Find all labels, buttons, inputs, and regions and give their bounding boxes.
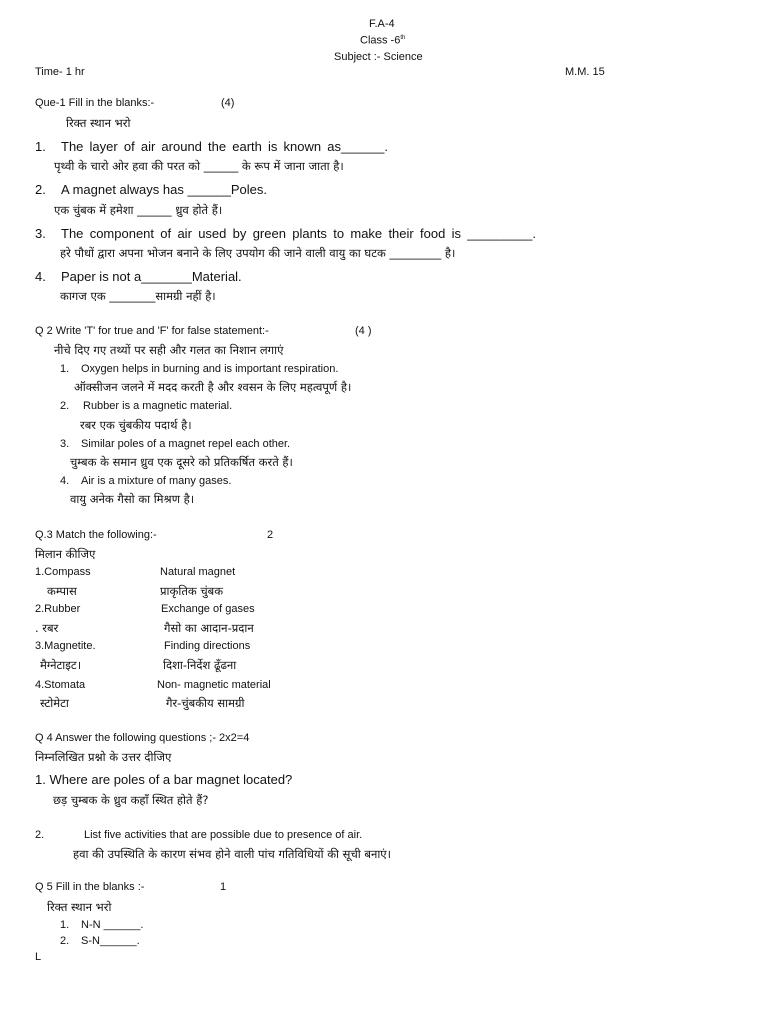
time-label: Time- 1 hr	[35, 66, 85, 78]
q2-item-3-english: Similar poles of a magnet repel each other.	[81, 438, 291, 450]
match-right-3: Finding directions	[164, 640, 251, 652]
q1-marks: (4)	[221, 97, 235, 109]
q5-item-1-text: N-N ______.	[81, 919, 144, 931]
class-label	[360, 35, 405, 47]
q4-item-2-number: 2.	[35, 829, 45, 841]
q2-item-2-english: Rubber is a magnetic material.	[83, 400, 233, 412]
q1-item-1-english: The layer of air around the earth is known as______.	[61, 139, 388, 154]
exam-title: F.A-4	[369, 18, 395, 30]
max-marks-label: M.M. 15	[565, 66, 605, 78]
q5-item-2-text: S-N______.	[81, 935, 140, 947]
q4-item-2-english: List five activities that are possible due to presence of air.	[84, 829, 363, 841]
q4-item-1-hindi: छड़ चुम्बक के ध्रुव कहाँ स्थित होते हैं?	[53, 793, 209, 807]
match-left-2-hindi: . रबर	[35, 621, 59, 635]
q5-title: Q 5 Fill in the blanks :-	[35, 881, 145, 893]
match-left-3-hindi: मैग्नेटाइट।	[40, 658, 82, 672]
q3-hindi-heading: मिलान कीजिए	[35, 547, 96, 561]
q1-item-3-number: 3.	[35, 226, 46, 241]
class-superscript: th	[400, 35, 406, 41]
q2-item-2-hindi: रबर एक चुंबकीय पदार्थ है।	[80, 418, 192, 432]
q1-item-2-english: A magnet always has ______Poles.	[61, 182, 267, 197]
match-right-1-hindi: प्राकृतिक चुंबक	[160, 584, 224, 598]
subject-label: Subject :- Science	[334, 51, 423, 63]
q2-marks: (4 )	[355, 325, 372, 337]
q2-item-4-hindi: वायु अनेक गैसो का मिश्रण है।	[70, 492, 195, 506]
match-left-3: 3.Magnetite.	[35, 640, 96, 652]
q1-hindi-heading: रिक्त स्थान भरो	[66, 116, 131, 130]
q1-item-4-number: 4.	[35, 269, 46, 284]
match-right-1: Natural magnet	[160, 566, 236, 578]
match-right-2-hindi: गैसो का आदान-प्रदान	[164, 621, 254, 635]
q2-item-3-hindi: चुम्बक के समान ध्रुव एक दूसरे को प्रतिकर्षित करते हैं।	[70, 455, 293, 469]
match-right-2: Exchange of gases	[161, 603, 255, 615]
q3-marks: 2	[267, 529, 274, 541]
class-text: Class -6	[360, 34, 401, 47]
q1-item-3-english: The component of air used by green plants to make their food is _________.	[61, 226, 536, 241]
q2-title: Q 2 Write 'T' for true and 'F' for false statement:-	[35, 325, 269, 337]
q2-item-1-english: Oxygen helps in burning and is important respiration.	[81, 363, 339, 375]
q1-title: Que-1 Fill in the blanks:-	[35, 97, 155, 109]
q1-item-1-number: 1.	[35, 139, 46, 154]
match-left-4: 4.Stomata	[35, 679, 86, 691]
q1-item-4-hindi: कागज एक ________सामग्री नहीं है।	[60, 289, 216, 303]
match-left-4-hindi: स्टोमेटा	[40, 696, 69, 710]
q2-item-4-number: 4.	[60, 475, 70, 487]
q5-item-1-number: 1.	[60, 919, 70, 931]
q2-item-1-hindi: ऑक्सीजन जलने में मदद करती है और श्वसन के लिए महत्वपूर्ण है।	[74, 380, 352, 394]
match-right-3-hindi: दिशा-निर्देश ढूँढना	[163, 658, 237, 672]
match-right-4: Non- magnetic material	[157, 679, 271, 691]
match-left-1-hindi: कम्पास	[47, 584, 77, 598]
q4-item-2-hindi: हवा की उपस्थिति के कारण संभव होने वाली पांच गतिविधियों की सूची बनाएं।	[73, 847, 392, 861]
q3-title: Q.3 Match the following:-	[35, 529, 157, 541]
match-right-4-hindi: गैर-चुंबकीय सामग्री	[166, 696, 245, 710]
q5-marks: 1	[220, 881, 227, 893]
q1-item-1-hindi: पृथ्वी के चारो ओर हवा की परत को ______ के रूप में जाना जाता है।	[54, 159, 344, 173]
match-left-2: 2.Rubber	[35, 603, 81, 615]
q5-item-2-number: 2.	[60, 935, 70, 947]
q1-item-2-hindi: एक चुंबक में हमेशा ______ ध्रुव होते हैं।	[54, 203, 223, 217]
q4-item-1-text: Where are poles of a bar magnet located?	[49, 772, 293, 787]
q1-item-4-english: Paper is not a_______Material.	[61, 269, 242, 284]
q4-hindi-heading: निम्नलिखित प्रश्नो के उत्तर दीजिए	[35, 750, 172, 764]
q2-item-2-number: 2.	[60, 400, 70, 412]
q4-item-1-number: 1.	[35, 772, 46, 787]
q1-item-2-number: 2.	[35, 182, 46, 197]
q2-hindi-heading: नीचे दिए गए तथ्यों पर सही और गलत का निशान लगाएं	[54, 343, 284, 357]
q2-item-3-number: 3.	[60, 438, 70, 450]
footer-mark: L	[35, 951, 42, 963]
match-left-1: 1.Compass	[35, 566, 91, 578]
q4-title: Q 4 Answer the following questions ;- 2x2=4	[35, 732, 250, 744]
q1-item-3-hindi: हरे पौधों द्वारा अपना भोजन बनाने के लिए उपयोग की जाने वाली वायु का घटक _________ है।	[60, 246, 456, 260]
q4-item-1-english	[35, 773, 292, 786]
q2-item-4-english: Air is a mixture of many gases.	[81, 475, 232, 487]
q5-hindi-heading: रिक्त स्थान भरो	[47, 900, 112, 914]
q2-item-1-number: 1.	[60, 363, 70, 375]
